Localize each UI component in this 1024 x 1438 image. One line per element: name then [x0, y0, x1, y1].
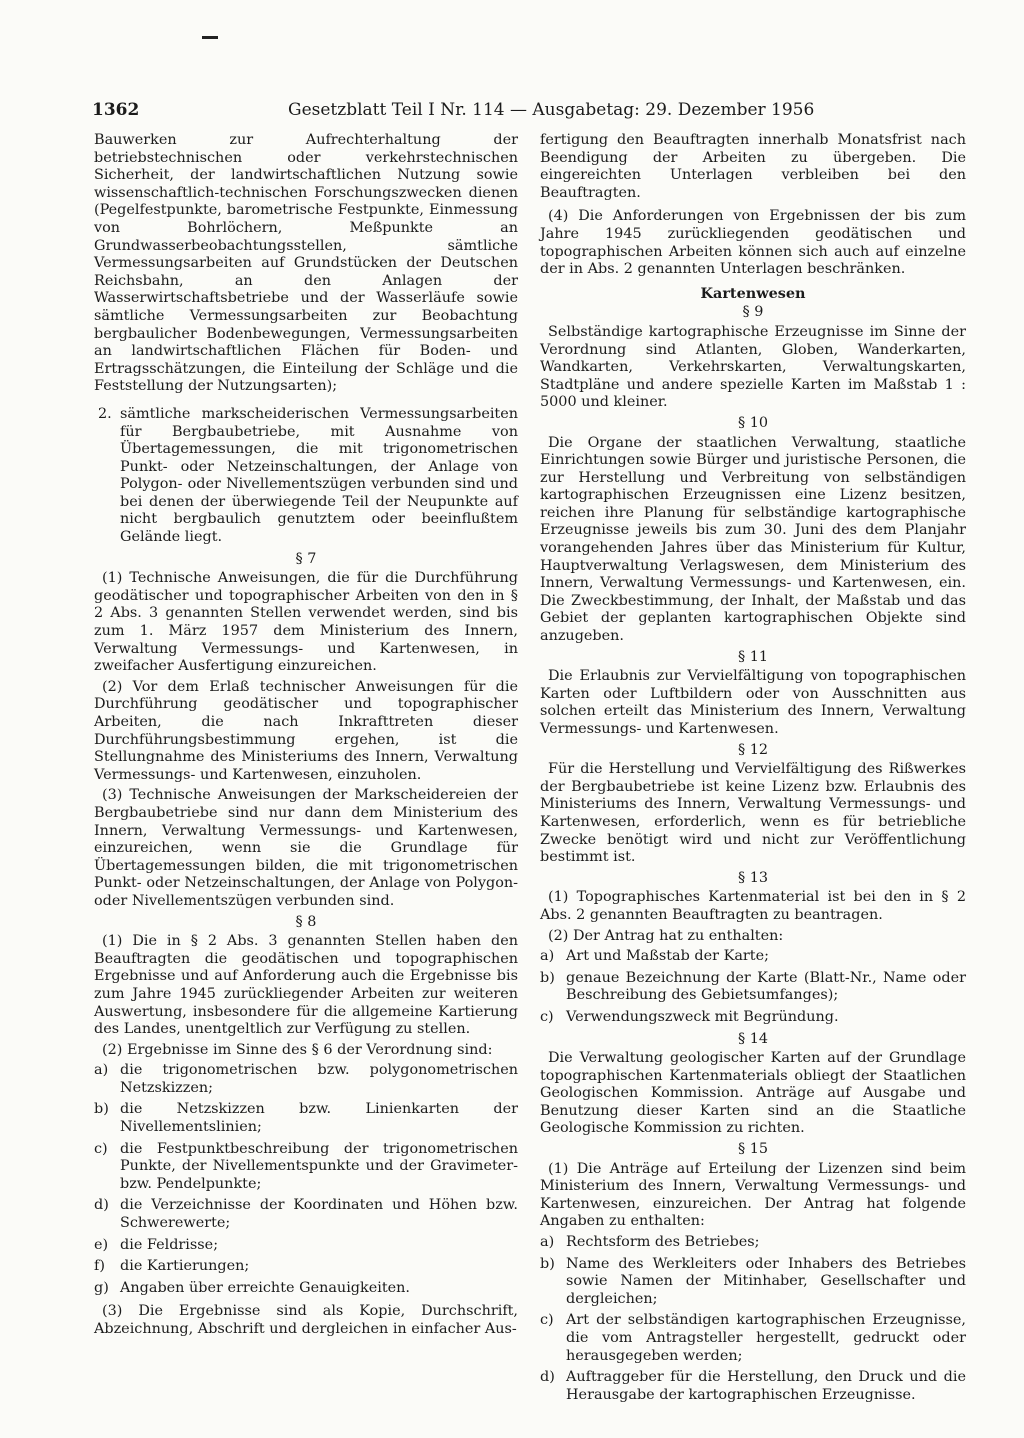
list-item-text: genaue Bezeichnung der Karte (Blatt-Nr., Name oder Beschreibung des Gebietsumfanges); — [566, 969, 966, 1004]
paragraph: (3) Die Ergebnisse sind als Kopie, Durchschrift, Abzeichnung, Abschrift und dergleichen in einfacher Aus- — [94, 1303, 518, 1337]
list-item-text: die trigonometrischen bzw. polygonometrischen Netzskizzen; — [120, 1062, 518, 1096]
list-item-label: c) — [94, 1140, 108, 1157]
list-item-text: Auftraggeber für die Herstellung, den Druck und die Herausgabe der kartographischen Erzeugnisse. — [566, 1369, 966, 1403]
section-heading-15: § 15 — [737, 1141, 769, 1158]
left-column — [94, 132, 518, 1349]
paragraph: (2) Ergebnisse im Sinne des § 6 der Verordnung sind: — [102, 1041, 493, 1058]
list-item-text: Art der selbständigen kartographischen Erzeugnisse, die vom Antragsteller hergestellt, gedruckt oder herausgegeben werden; — [566, 1312, 966, 1364]
list-item — [94, 1062, 518, 1097]
paragraph: (2) Vor dem Erlaß technischer Anweisungen für die Durchführung geodätischer und topographischer Arbeiten, die nach Inkrafttreten dieser Durchführungsbestimmung ergehen, ist die Stellungnahme des Ministeriums des Innern, Verwaltung Vermessungs- und Kartenwesen, einzuholen. — [94, 678, 518, 783]
list-item-text: die Netzskizzen bzw. Linienkarten der Nivellementslinien; — [120, 1101, 518, 1136]
license-list — [540, 1234, 966, 1404]
paragraph: Für die Herstellung und Vervielfältigung des Rißwerkes der Bergbaubetriebe ist keine Lizenz bzw. Erlaubnis des Ministeriums des Innern, Verwaltung Vermessungs- und Kartenwesen, erforderlich, wenn es für betriebliche Zwecke benötigt wird und nicht zur Veröffentlichung bestimmt ist. — [540, 761, 966, 866]
list-item — [540, 1369, 966, 1404]
list-item-label: f) — [94, 1258, 105, 1275]
list-item — [540, 1256, 966, 1309]
paragraph: Die Verwaltung geologischer Karten auf der Grundlage topographischen Kartenmaterials obliegt der Staatlichen Geologischen Kommission. Anträge auf Ausgabe und Benutzung dieser Karten sind an die Staatliche Geologische Kommission zu richten. — [540, 1050, 966, 1137]
continued-paragraph: Bauwerken zur Aufrechterhaltung der betriebstechnischen oder verkehrstechnischen Sicherheit, der landwirtschaftlichen Nutzung sowie wissenschaftlich-technischen Forschungszwecken dienen (Pegelfestpunkte, barometrische Festpunkte, Einmessung von Bohrlöchern, Meßpunkte an Grundwasserbeobachtungsstellen, sämtliche Vermessungsarbeiten auf Grundstücken der Deutschen Reichsbahn, an den Anlagen der Wasserwirtschaftsbetriebe und der Wasserläufe sowie sämtliche Vermessungsarbeiten zur Beobachtung bergbaulicher Bodenbewegungen, Vermessungsarbeiten an landwirtschaftlichen Flächen für Boden- und Ertragsschätzungen, die Einteilung der Schläge und die Feststellung der Nutzungsarten); — [94, 132, 518, 395]
section-heading-7: § 7 — [295, 550, 317, 567]
page-header — [92, 100, 966, 126]
paragraph: (1) Die Anträge auf Erteilung der Lizenzen sind beim Ministerium des Innern, Verwaltung Vermessungs- und Kartenwesen, einzureichen. Der Antrag hat folgende Angaben zu enthalten: — [540, 1160, 966, 1230]
chapter-heading: Kartenwesen — [700, 284, 806, 302]
list-item-text: sämtliche markscheiderischen Vermessungsarbeiten für Bergbaubetriebe, mit Ausnahme von Übertagemessungen, die mit trigonometrischen Punkt- oder Netzeinschaltungen, der Anlage von Polygon- oder Nivellementszügen verbunden sind und bei denen der überwiegende Teil der Neupunkte auf nicht bergbaulich genutztem oder beeinflußtem Gelände liegt. — [120, 405, 518, 546]
list-item-label: e) — [94, 1236, 109, 1253]
list-item-text: die Festpunktbeschreibung der trigonometrischen Punkte, der Nivellementspunkte und der Gravimeter- bzw. Pendelpunkte; — [120, 1140, 518, 1192]
list-item-label: b) — [540, 1255, 555, 1272]
list-item-label: g) — [94, 1279, 109, 1296]
section-heading-10: § 10 — [737, 414, 769, 431]
running-title: Gesetzblatt Teil I Nr. 114 — Ausgabetag: 29. Dezember 1956 — [288, 100, 815, 120]
list-item — [94, 1280, 518, 1298]
list-item-label: b) — [94, 1101, 109, 1118]
paragraph: (2) Der Antrag hat zu enthalten: — [548, 927, 784, 944]
paragraph: (3) Technische Anweisungen der Markscheidereien der Bergbaubetriebe sind nur dann dem Ministerium des Innern, Verwaltung Vermessungs- und Kartenwesen, einzureichen, wenn sie die Grundlage für Übertagemessungen bilden, die mit trigonometrischen Punkt- oder Netzeinschaltungen, der Anlage von Polygon- oder Nivellementszügen verbunden sind. — [94, 787, 518, 909]
list-item-text: Angaben über erreichte Genauigkeiten. — [120, 1279, 410, 1296]
list-item-label: 2. — [98, 405, 112, 422]
list-item-label: b) — [540, 969, 555, 986]
list-item-text: Name des Werkleiters oder Inhabers des Betriebes sowie Namen der Mitinhaber, Gesellschafter und dergleichen; — [566, 1255, 966, 1307]
page-number: 1362 — [92, 100, 140, 120]
application-list — [540, 948, 966, 1026]
right-column — [540, 132, 966, 1408]
results-list — [94, 1062, 518, 1297]
list-item — [540, 948, 966, 966]
list-item — [94, 1237, 518, 1255]
list-item — [94, 1101, 518, 1136]
list-item — [94, 1141, 518, 1194]
section-heading-8: § 8 — [295, 913, 317, 930]
list-item-label: d) — [540, 1369, 555, 1386]
list-item-label: a) — [94, 1062, 109, 1079]
continued-paragraph: fertigung den Beauftragten innerhalb Monatsfrist nach Beendigung der Arbeiten zu übergeben. Die eingereichten Unterlagen verbleiben bei den Beauftragten. — [540, 132, 966, 201]
list-item-text: Art und Maßstab der Karte; — [566, 948, 769, 965]
paragraph: (1) Topographisches Kartenmaterial ist bei den in § 2 Abs. 2 genannten Beauftragten zu beantragen. — [540, 889, 966, 923]
list-item-text: die Verzeichnisse der Koordinaten und Höhen bzw. Schwerewerte; — [120, 1197, 518, 1232]
list-item-label: a) — [540, 948, 555, 965]
list-item — [98, 406, 518, 547]
list-item — [540, 1009, 966, 1027]
list-item — [94, 1197, 518, 1232]
list-item-text: die Feldrisse; — [120, 1236, 219, 1253]
list-item-text: die Kartierungen; — [120, 1258, 250, 1275]
list-item — [540, 1312, 966, 1365]
list-item-label: d) — [94, 1197, 109, 1214]
list-item-label: c) — [540, 1312, 554, 1329]
list-item — [540, 970, 966, 1005]
list-item-label: c) — [540, 1008, 554, 1025]
section-heading-9: § 9 — [742, 304, 764, 321]
section-heading-13: § 13 — [737, 869, 769, 886]
section-heading-11: § 11 — [737, 648, 769, 665]
paragraph: Selbständige kartographische Erzeugnisse im Sinne der Verordnung sind Atlanten, Globen, Wanderkarten, Wandkarten, Verkehrskarten, Verwaltungskarten, Stadtpläne und andere spezielle Karten im Maßstab 1 : 5000 und kleiner. — [540, 323, 966, 411]
list-item-text: Rechtsform des Betriebes; — [566, 1234, 760, 1251]
list-item-label: a) — [540, 1234, 555, 1251]
list-item — [540, 1234, 966, 1252]
paragraph: (4) Die Anforderungen von Ergebnissen der bis zum Jahre 1945 zurückliegenden geodätischen und topographischen Arbeiten können sich auch auf einzelne der in Abs. 2 genannten Unterlagen beschränken. — [540, 208, 966, 278]
paragraph: (1) Die in § 2 Abs. 3 genannten Stellen haben den Beauftragten die geodätischen und topographischen Ergebnisse und auf Anforderung auch die Ergebnisse bis zum Jahre 1945 zurückliegender Arbeiten zur weiteren Auswertung, insbesondere für die allgemeine Kartierung des Landes, unentgeltlich zur Verfügung zu stellen. — [94, 933, 518, 1038]
paragraph: Die Organe der staatlichen Verwaltung, staatliche Einrichtungen sowie Bürger und juristische Personen, die zur Herstellung und Verbreitung von selbständigen kartographischen Erzeugnissen eine Lizenz besitzen, reichen ihre Planung für selbständige kartographische Erzeugnisse jeweils bis zum 30. Juni des dem Planjahr vorangehenden Jahres über das Ministerium für Kultur, Hauptverwaltung Verlagswesen, dem Ministerium des Innern, Verwaltung Vermessungs- und Kartenwesen, ein. Die Zweckbestimmung, der Inhalt, der Maßstab und das Gebiet der geplanten kartographischen Objekte sind anzugeben. — [540, 434, 966, 645]
paragraph: Die Erlaubnis zur Vervielfältigung von topographischen Karten oder Luftbildern oder von Ausschnitten aus solchen erteilt das Ministerium des Innern, Verwaltung Vermessungs- und Kartenwesen. — [540, 668, 966, 737]
list-item-text: Verwendungszweck mit Begründung. — [566, 1008, 839, 1025]
paragraph: (1) Technische Anweisungen, die für die Durchführung geodätischer und topographischer Arbeiten von den in § 2 Abs. 3 genannten Stellen verwendet werden, sind bis zum 1. März 1957 dem Ministerium des Innern, Verwaltung Vermessungs- und Kartenwesen, in zweifacher Ausfertigung einzureichen. — [94, 570, 518, 675]
list-item — [94, 1258, 518, 1276]
margin-mark — [202, 36, 218, 39]
section-heading-14: § 14 — [737, 1030, 769, 1047]
section-heading-12: § 12 — [737, 741, 769, 758]
